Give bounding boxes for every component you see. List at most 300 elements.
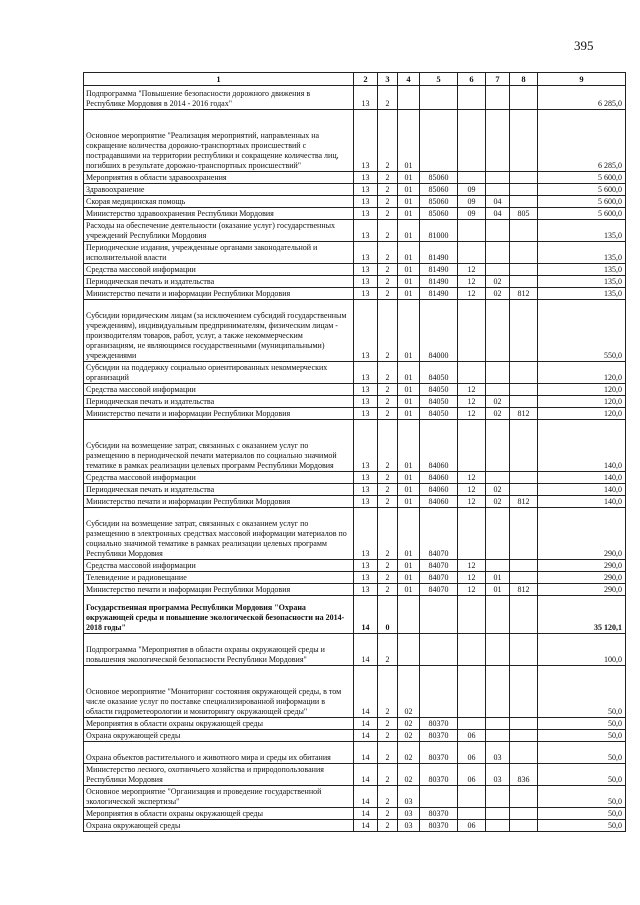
chapter-code-cell bbox=[458, 508, 486, 560]
ministry-code-cell bbox=[510, 172, 538, 184]
target-code-cell: 84050 bbox=[420, 408, 458, 420]
table-row bbox=[84, 396, 626, 408]
subprogram-code-cell: 2 bbox=[378, 288, 398, 300]
subprogram-code-cell: 2 bbox=[378, 300, 398, 362]
subsection-code-cell: 04 bbox=[486, 196, 510, 208]
subprogram-code-cell: 2 bbox=[378, 184, 398, 196]
ministry-code-cell bbox=[510, 718, 538, 730]
target-code-cell: 85060 bbox=[420, 196, 458, 208]
section-code-cell: 14 bbox=[354, 742, 378, 764]
subsection-code-cell bbox=[486, 242, 510, 264]
section-code-cell: 14 bbox=[354, 820, 378, 832]
row-name-cell: Охрана объектов растительного и животного мира и среды их обитания bbox=[84, 742, 354, 764]
chapter-code-cell: 06 bbox=[458, 820, 486, 832]
activity-code-cell: 01 bbox=[398, 396, 420, 408]
activity-code-cell: 01 bbox=[398, 184, 420, 196]
page-number: 395 bbox=[574, 38, 594, 53]
ministry-code-cell bbox=[510, 196, 538, 208]
ministry-code-cell bbox=[510, 86, 538, 110]
target-code-cell: 84060 bbox=[420, 484, 458, 496]
target-code-cell: 80370 bbox=[420, 808, 458, 820]
table-row bbox=[84, 508, 626, 560]
subsection-code-cell: 02 bbox=[486, 496, 510, 508]
subprogram-code-cell: 2 bbox=[378, 730, 398, 742]
section-code-cell: 13 bbox=[354, 484, 378, 496]
ministry-code-cell bbox=[510, 472, 538, 484]
activity-code-cell: 01 bbox=[398, 208, 420, 220]
activity-code-cell bbox=[398, 634, 420, 666]
subprogram-code-cell: 2 bbox=[378, 820, 398, 832]
subprogram-code-cell: 2 bbox=[378, 496, 398, 508]
row-name-cell: Министерство печати и информации Республики Мордовия bbox=[84, 584, 354, 596]
table-row bbox=[84, 584, 626, 596]
chapter-code-cell bbox=[458, 362, 486, 384]
table-row bbox=[84, 820, 626, 832]
subprogram-code-cell: 2 bbox=[378, 472, 398, 484]
chapter-code-cell bbox=[458, 220, 486, 242]
table-row bbox=[84, 560, 626, 572]
chapter-code-cell: 12 bbox=[458, 276, 486, 288]
table-row bbox=[84, 472, 626, 484]
row-name-cell: Министерство печати и информации Республики Мордовия bbox=[84, 496, 354, 508]
row-name-cell: Министерство печати и информации Республики Мордовия bbox=[84, 288, 354, 300]
target-code-cell: 80370 bbox=[420, 742, 458, 764]
subsection-code-cell bbox=[486, 86, 510, 110]
target-code-cell: 84070 bbox=[420, 584, 458, 596]
subsection-code-cell bbox=[486, 472, 510, 484]
target-code-cell: 80370 bbox=[420, 718, 458, 730]
activity-code-cell: 03 bbox=[398, 786, 420, 808]
section-code-cell: 13 bbox=[354, 86, 378, 110]
target-code-cell: 84050 bbox=[420, 362, 458, 384]
section-code-cell: 13 bbox=[354, 110, 378, 172]
amount-cell: 140,0 bbox=[538, 472, 626, 484]
activity-code-cell: 02 bbox=[398, 730, 420, 742]
subsection-code-cell bbox=[486, 220, 510, 242]
table-row bbox=[84, 110, 626, 172]
chapter-code-cell: 12 bbox=[458, 408, 486, 420]
chapter-code-cell: 06 bbox=[458, 742, 486, 764]
target-code-cell: 81000 bbox=[420, 220, 458, 242]
chapter-code-cell bbox=[458, 300, 486, 362]
table-row bbox=[84, 276, 626, 288]
subprogram-code-cell: 2 bbox=[378, 208, 398, 220]
section-code-cell: 13 bbox=[354, 384, 378, 396]
amount-cell: 5 600,0 bbox=[538, 208, 626, 220]
table-row bbox=[84, 264, 626, 276]
subprogram-code-cell: 2 bbox=[378, 362, 398, 384]
chapter-code-cell bbox=[458, 786, 486, 808]
subsection-code-cell: 03 bbox=[486, 764, 510, 786]
activity-code-cell: 01 bbox=[398, 584, 420, 596]
row-name-cell: Охрана окружающей среды bbox=[84, 730, 354, 742]
ministry-code-cell bbox=[510, 484, 538, 496]
amount-cell: 6 285,0 bbox=[538, 86, 626, 110]
ministry-code-cell bbox=[510, 820, 538, 832]
subsection-code-cell bbox=[486, 110, 510, 172]
amount-cell: 5 600,0 bbox=[538, 172, 626, 184]
chapter-code-cell: 12 bbox=[458, 472, 486, 484]
subprogram-code-cell: 2 bbox=[378, 808, 398, 820]
row-name-cell: Периодические издания, учрежденные органами законодательной и исполнительной власти bbox=[84, 242, 354, 264]
amount-cell: 50,0 bbox=[538, 718, 626, 730]
section-code-cell: 13 bbox=[354, 408, 378, 420]
ministry-code-cell bbox=[510, 300, 538, 362]
amount-cell: 50,0 bbox=[538, 742, 626, 764]
section-code-cell: 13 bbox=[354, 472, 378, 484]
target-code-cell: 85060 bbox=[420, 172, 458, 184]
chapter-code-cell: 06 bbox=[458, 730, 486, 742]
table-row bbox=[84, 242, 626, 264]
section-code-cell: 13 bbox=[354, 420, 378, 472]
target-code-cell bbox=[420, 596, 458, 634]
subsection-code-cell: 03 bbox=[486, 742, 510, 764]
table-row bbox=[84, 408, 626, 420]
activity-code-cell: 02 bbox=[398, 718, 420, 730]
table-row bbox=[84, 730, 626, 742]
activity-code-cell: 01 bbox=[398, 220, 420, 242]
subsection-code-cell: 04 bbox=[486, 208, 510, 220]
subsection-code-cell bbox=[486, 508, 510, 560]
chapter-code-cell bbox=[458, 172, 486, 184]
section-code-cell: 14 bbox=[354, 808, 378, 820]
subprogram-code-cell: 2 bbox=[378, 572, 398, 584]
subsection-code-cell bbox=[486, 184, 510, 196]
column-header-3: 3 bbox=[378, 73, 398, 86]
subsection-code-cell bbox=[486, 560, 510, 572]
target-code-cell: 84060 bbox=[420, 472, 458, 484]
chapter-code-cell bbox=[458, 242, 486, 264]
row-name-cell: Субсидии на поддержку социально ориентированных некоммерческих организаций bbox=[84, 362, 354, 384]
table-row bbox=[84, 300, 626, 362]
table-row bbox=[84, 86, 626, 110]
activity-code-cell: 03 bbox=[398, 808, 420, 820]
chapter-code-cell bbox=[458, 718, 486, 730]
chapter-code-cell bbox=[458, 634, 486, 666]
subprogram-code-cell: 2 bbox=[378, 220, 398, 242]
activity-code-cell: 01 bbox=[398, 508, 420, 560]
amount-cell: 120,0 bbox=[538, 362, 626, 384]
row-name-cell: Субсидии на возмещение затрат, связанных с оказанием услуг по размещению в периодической печати материалов по социально значимой тематике в рамках реализации целевых программ Республики Мордовия bbox=[84, 420, 354, 472]
table-row bbox=[84, 420, 626, 472]
subprogram-code-cell: 2 bbox=[378, 742, 398, 764]
ministry-code-cell bbox=[510, 384, 538, 396]
amount-cell: 120,0 bbox=[538, 408, 626, 420]
row-name-cell: Средства массовой информации bbox=[84, 560, 354, 572]
section-code-cell: 13 bbox=[354, 242, 378, 264]
activity-code-cell: 01 bbox=[398, 408, 420, 420]
section-code-cell: 13 bbox=[354, 560, 378, 572]
subprogram-code-cell: 2 bbox=[378, 420, 398, 472]
row-name-cell: Министерство лесного, охотничьего хозяйства и природопользования Республики Мордовия bbox=[84, 764, 354, 786]
chapter-code-cell: 09 bbox=[458, 196, 486, 208]
ministry-code-cell bbox=[510, 808, 538, 820]
ministry-code-cell bbox=[510, 742, 538, 764]
row-name-cell: Охрана окружающей среды bbox=[84, 820, 354, 832]
subprogram-code-cell: 2 bbox=[378, 484, 398, 496]
section-code-cell: 13 bbox=[354, 184, 378, 196]
subsection-code-cell bbox=[486, 596, 510, 634]
activity-code-cell: 01 bbox=[398, 242, 420, 264]
column-header-9: 9 bbox=[538, 73, 626, 86]
subsection-code-cell bbox=[486, 786, 510, 808]
ministry-code-cell: 836 bbox=[510, 764, 538, 786]
target-code-cell bbox=[420, 634, 458, 666]
target-code-cell: 84070 bbox=[420, 560, 458, 572]
table-row bbox=[84, 596, 626, 634]
section-code-cell: 13 bbox=[354, 276, 378, 288]
table-row bbox=[84, 742, 626, 764]
chapter-code-cell: 12 bbox=[458, 572, 486, 584]
subsection-code-cell: 02 bbox=[486, 276, 510, 288]
ministry-code-cell bbox=[510, 508, 538, 560]
row-name-cell: Периодическая печать и издательства bbox=[84, 276, 354, 288]
target-code-cell bbox=[420, 110, 458, 172]
budget-table bbox=[83, 72, 626, 832]
ministry-code-cell bbox=[510, 276, 538, 288]
amount-cell: 6 285,0 bbox=[538, 110, 626, 172]
amount-cell: 5 600,0 bbox=[538, 184, 626, 196]
target-code-cell: 80370 bbox=[420, 764, 458, 786]
subprogram-code-cell: 2 bbox=[378, 276, 398, 288]
section-code-cell: 13 bbox=[354, 508, 378, 560]
target-code-cell bbox=[420, 786, 458, 808]
row-name-cell: Мероприятия в области охраны окружающей среды bbox=[84, 808, 354, 820]
activity-code-cell: 03 bbox=[398, 820, 420, 832]
ministry-code-cell bbox=[510, 110, 538, 172]
subprogram-code-cell: 2 bbox=[378, 396, 398, 408]
subsection-code-cell: 02 bbox=[486, 288, 510, 300]
amount-cell: 135,0 bbox=[538, 264, 626, 276]
table-row bbox=[84, 220, 626, 242]
amount-cell: 290,0 bbox=[538, 560, 626, 572]
ministry-code-cell: 812 bbox=[510, 408, 538, 420]
table-row bbox=[84, 808, 626, 820]
subprogram-code-cell: 2 bbox=[378, 560, 398, 572]
row-name-cell: Государственная программа Республики Мордовия "Охрана окружающей среды и повышение экологической безопасности на 2014-2018 годы" bbox=[84, 596, 354, 634]
amount-cell: 290,0 bbox=[538, 572, 626, 584]
row-name-cell: Субсидии юридическим лицам (за исключением субсидий государственным учреждениям), индивидуальным предпринимателям, физическим лицам - производителям товаров, работ, услуг, а также некоммерческим организациям, не являющимся государственными (муниципальными) учреждениями bbox=[84, 300, 354, 362]
subprogram-code-cell: 2 bbox=[378, 764, 398, 786]
subsection-code-cell bbox=[486, 362, 510, 384]
chapter-code-cell: 09 bbox=[458, 208, 486, 220]
row-name-cell: Расходы на обеспечение деятельности (оказание услуг) государственных учреждений Республики Мордовия bbox=[84, 220, 354, 242]
ministry-code-cell bbox=[510, 184, 538, 196]
activity-code-cell: 01 bbox=[398, 110, 420, 172]
ministry-code-cell bbox=[510, 596, 538, 634]
amount-cell: 290,0 bbox=[538, 584, 626, 596]
chapter-code-cell: 06 bbox=[458, 764, 486, 786]
activity-code-cell: 01 bbox=[398, 384, 420, 396]
ministry-code-cell bbox=[510, 730, 538, 742]
subsection-code-cell: 02 bbox=[486, 484, 510, 496]
column-header-6: 6 bbox=[458, 73, 486, 86]
subprogram-code-cell: 2 bbox=[378, 666, 398, 718]
subprogram-code-cell: 2 bbox=[378, 242, 398, 264]
subsection-code-cell bbox=[486, 820, 510, 832]
target-code-cell: 85060 bbox=[420, 208, 458, 220]
column-header-1: 1 bbox=[84, 73, 354, 86]
subsection-code-cell bbox=[486, 420, 510, 472]
ministry-code-cell bbox=[510, 560, 538, 572]
table-row bbox=[84, 288, 626, 300]
row-name-cell: Министерство печати и информации Республики Мордовия bbox=[84, 408, 354, 420]
row-name-cell: Министерство здравоохранения Республики Мордовия bbox=[84, 208, 354, 220]
chapter-code-cell: 12 bbox=[458, 396, 486, 408]
activity-code-cell: 01 bbox=[398, 362, 420, 384]
table-row bbox=[84, 362, 626, 384]
activity-code-cell: 01 bbox=[398, 560, 420, 572]
row-name-cell: Мероприятия в области охраны окружающей среды bbox=[84, 718, 354, 730]
ministry-code-cell bbox=[510, 420, 538, 472]
chapter-code-cell: 12 bbox=[458, 584, 486, 596]
table-row bbox=[84, 172, 626, 184]
amount-cell: 50,0 bbox=[538, 820, 626, 832]
subprogram-code-cell: 2 bbox=[378, 786, 398, 808]
section-code-cell: 13 bbox=[354, 220, 378, 242]
table-row bbox=[84, 718, 626, 730]
budget-table-container bbox=[83, 72, 625, 832]
activity-code-cell: 01 bbox=[398, 276, 420, 288]
chapter-code-cell bbox=[458, 86, 486, 110]
subsection-code-cell bbox=[486, 718, 510, 730]
subsection-code-cell bbox=[486, 300, 510, 362]
ministry-code-cell bbox=[510, 666, 538, 718]
chapter-code-cell: 12 bbox=[458, 560, 486, 572]
activity-code-cell: 01 bbox=[398, 196, 420, 208]
row-name-cell: Средства массовой информации bbox=[84, 384, 354, 396]
subprogram-code-cell: 2 bbox=[378, 384, 398, 396]
chapter-code-cell: 12 bbox=[458, 288, 486, 300]
section-code-cell: 13 bbox=[354, 362, 378, 384]
subsection-code-cell: 01 bbox=[486, 584, 510, 596]
amount-cell: 50,0 bbox=[538, 764, 626, 786]
target-code-cell: 84060 bbox=[420, 420, 458, 472]
table-row bbox=[84, 484, 626, 496]
column-header-2: 2 bbox=[354, 73, 378, 86]
row-name-cell: Основное мероприятие "Реализация мероприятий, направленных на сокращение количества дорожно-транспортных происшествий с пострадавшими на территории республики и сокращение количества лиц, погибших в результате дорожно-транспортных происшествий" bbox=[84, 110, 354, 172]
column-header-5: 5 bbox=[420, 73, 458, 86]
target-code-cell: 80370 bbox=[420, 730, 458, 742]
activity-code-cell bbox=[398, 596, 420, 634]
table-row bbox=[84, 384, 626, 396]
section-code-cell: 13 bbox=[354, 496, 378, 508]
table-row bbox=[84, 666, 626, 718]
amount-cell: 135,0 bbox=[538, 276, 626, 288]
ministry-code-cell bbox=[510, 634, 538, 666]
chapter-code-cell bbox=[458, 596, 486, 634]
section-code-cell: 13 bbox=[354, 396, 378, 408]
ministry-code-cell bbox=[510, 396, 538, 408]
row-name-cell: Подпрограмма "Мероприятия в области охраны окружающей среды и повышения экологической безопасности Республики Мордовия" bbox=[84, 634, 354, 666]
chapter-code-cell: 12 bbox=[458, 264, 486, 276]
subsection-code-cell: 02 bbox=[486, 396, 510, 408]
table-row bbox=[84, 208, 626, 220]
amount-cell: 135,0 bbox=[538, 288, 626, 300]
target-code-cell bbox=[420, 86, 458, 110]
activity-code-cell: 01 bbox=[398, 288, 420, 300]
subprogram-code-cell: 2 bbox=[378, 110, 398, 172]
amount-cell: 140,0 bbox=[538, 420, 626, 472]
subprogram-code-cell: 0 bbox=[378, 596, 398, 634]
table-row bbox=[84, 196, 626, 208]
amount-cell: 120,0 bbox=[538, 396, 626, 408]
activity-code-cell: 01 bbox=[398, 420, 420, 472]
section-code-cell: 14 bbox=[354, 730, 378, 742]
section-code-cell: 13 bbox=[354, 264, 378, 276]
table-row bbox=[84, 496, 626, 508]
subprogram-code-cell: 2 bbox=[378, 508, 398, 560]
column-header-7: 7 bbox=[486, 73, 510, 86]
chapter-code-cell bbox=[458, 666, 486, 718]
subprogram-code-cell: 2 bbox=[378, 172, 398, 184]
activity-code-cell: 01 bbox=[398, 496, 420, 508]
amount-cell: 290,0 bbox=[538, 508, 626, 560]
amount-cell: 120,0 bbox=[538, 384, 626, 396]
section-code-cell: 13 bbox=[354, 572, 378, 584]
target-code-cell: 80370 bbox=[420, 820, 458, 832]
target-code-cell: 84070 bbox=[420, 508, 458, 560]
subsection-code-cell bbox=[486, 730, 510, 742]
ministry-code-cell: 805 bbox=[510, 208, 538, 220]
activity-code-cell: 01 bbox=[398, 172, 420, 184]
row-name-cell: Основное мероприятие "Мониторинг состояния окружающей среды, в том числе оказание услуг по поставке специализированной информации в области гидрометеорологии и мониторингу окружающей среды" bbox=[84, 666, 354, 718]
row-name-cell: Основное мероприятие "Организация и проведение государственной экологической экспертизы" bbox=[84, 786, 354, 808]
amount-cell: 100,0 bbox=[538, 634, 626, 666]
ministry-code-cell: 812 bbox=[510, 496, 538, 508]
activity-code-cell: 01 bbox=[398, 472, 420, 484]
row-name-cell: Телевидение и радиовещание bbox=[84, 572, 354, 584]
activity-code-cell: 02 bbox=[398, 764, 420, 786]
ministry-code-cell bbox=[510, 362, 538, 384]
chapter-code-cell bbox=[458, 420, 486, 472]
ministry-code-cell bbox=[510, 242, 538, 264]
subprogram-code-cell: 2 bbox=[378, 718, 398, 730]
table-body bbox=[84, 86, 626, 832]
amount-cell: 140,0 bbox=[538, 496, 626, 508]
target-code-cell: 84050 bbox=[420, 384, 458, 396]
section-code-cell: 13 bbox=[354, 196, 378, 208]
subprogram-code-cell: 2 bbox=[378, 196, 398, 208]
ministry-code-cell bbox=[510, 220, 538, 242]
subsection-code-cell: 02 bbox=[486, 408, 510, 420]
ministry-code-cell bbox=[510, 786, 538, 808]
section-code-cell: 13 bbox=[354, 584, 378, 596]
header-row bbox=[84, 73, 626, 86]
section-code-cell: 13 bbox=[354, 172, 378, 184]
table-row bbox=[84, 786, 626, 808]
section-code-cell: 14 bbox=[354, 666, 378, 718]
subprogram-code-cell: 2 bbox=[378, 264, 398, 276]
target-code-cell: 84000 bbox=[420, 300, 458, 362]
ministry-code-cell bbox=[510, 572, 538, 584]
amount-cell: 140,0 bbox=[538, 484, 626, 496]
target-code-cell: 81490 bbox=[420, 288, 458, 300]
chapter-code-cell bbox=[458, 110, 486, 172]
activity-code-cell: 01 bbox=[398, 572, 420, 584]
target-code-cell: 81490 bbox=[420, 264, 458, 276]
row-name-cell: Субсидии на возмещение затрат, связанных с оказанием услуг по размещению в электронных средствах массовой информации материалов по социально значимой тематике в рамках реализации целевых программ Республики Мордовия bbox=[84, 508, 354, 560]
activity-code-cell bbox=[398, 86, 420, 110]
section-code-cell: 13 bbox=[354, 208, 378, 220]
row-name-cell: Периодическая печать и издательства bbox=[84, 484, 354, 496]
subsection-code-cell bbox=[486, 808, 510, 820]
row-name-cell: Средства массовой информации bbox=[84, 472, 354, 484]
table-row bbox=[84, 634, 626, 666]
subsection-code-cell: 01 bbox=[486, 572, 510, 584]
section-code-cell: 14 bbox=[354, 718, 378, 730]
activity-code-cell: 01 bbox=[398, 300, 420, 362]
